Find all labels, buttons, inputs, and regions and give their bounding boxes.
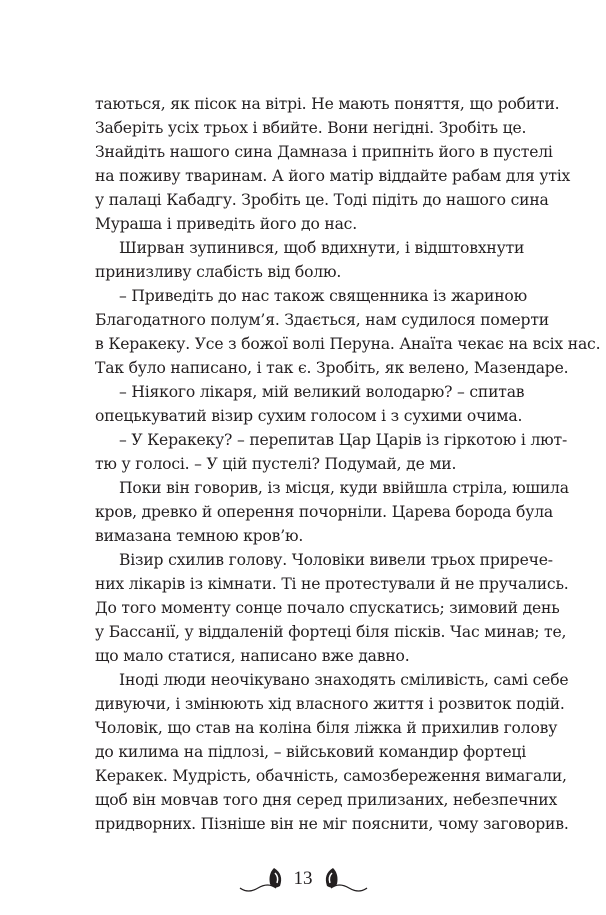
page-body: [95, 92, 601, 836]
text-line: Поки він говорив, із місця, куди ввійшла стріла, юшила: [119, 479, 569, 497]
paragraph: [95, 668, 569, 836]
right-ornament-icon: [319, 864, 369, 894]
page-footer: [0, 864, 606, 894]
text-line: них лікарів із кімнати. Ті не протестували й не пручались.: [95, 575, 569, 593]
text-line: у Бассанії, у віддаленій фортеці біля пісків. Час минав; те,: [95, 623, 567, 641]
text-line: таються, як пісок на вітрі. Не мають поняття, що робити.: [95, 95, 560, 113]
page-number: 13: [293, 868, 313, 889]
text-line: щоб він мовчав того дня серед прилизаних, небезпечних: [95, 791, 558, 809]
paragraph: [95, 284, 601, 380]
text-line: – У Керакеку? – перепитав Цар Царів із гіркотою і лют-: [119, 431, 568, 449]
text-line: тю у голосі. – У цій пустелі? Подумай, де ми.: [95, 455, 457, 473]
text-line: Так було написано, і так є. Зробіть, як велено, Мазендаре.: [95, 359, 569, 377]
text-line: Мураша і приведіть його до нас.: [95, 215, 357, 233]
paragraph: [95, 428, 568, 476]
text-line: дивуючи, і змінюють хід власного життя і розвиток подій.: [95, 695, 565, 713]
text-line: До того моменту сонце почало спускатись; зимовий день: [95, 599, 560, 617]
paragraph: [95, 92, 571, 236]
text-line: Знайдіть нашого сина Дамназа і припніть його в пустелі: [95, 143, 553, 161]
text-line: кров, древко й оперення почорніли. Царева борода була: [95, 503, 554, 521]
text-line: що мало статися, написано вже давно.: [95, 647, 410, 665]
text-line: на поживу тваринам. А його матір віддайте рабам для утіх: [95, 167, 571, 185]
text-line: вимазана темною кров’ю.: [95, 527, 304, 545]
text-line: Візир схилив голову. Чоловіки вивели трьох прирече-: [119, 551, 553, 569]
text-line: придворних. Пізніше він не міг пояснити, чому заговорив.: [95, 815, 569, 833]
text-line: Іноді люди неочікувано знаходять сміливість, самі себе: [119, 671, 569, 689]
text-line: в Керакеку. Усе з божої волі Перуна. Анаїта чекає на всіх нас.: [95, 335, 601, 353]
text-line: Чоловік, що став на коліна біля ліжка й прихилив голову: [95, 719, 558, 737]
text-line: опецькуватий візир сухим голосом і з сухими очима.: [95, 407, 523, 425]
text-line: – Приведіть до нас також священника із жариною: [119, 287, 527, 305]
paragraph: [95, 548, 569, 668]
text-line: Благодатного полум’я. Здається, нам судилося померти: [95, 311, 549, 329]
left-ornament-icon: [238, 864, 288, 894]
text-line: у палаці Кабадгу. Зробіть це. Тоді підіть до нашого сина: [95, 191, 549, 209]
text-line: Заберіть усіх трьох і вбийте. Вони негідні. Зробіть це.: [95, 119, 527, 137]
text-line: – Ніякого лікаря, мій великий володарю? – спитав: [119, 383, 525, 401]
text-line: Керакек. Мудрість, обачність, самозбереження вимагали,: [95, 767, 567, 785]
text-line: Ширван зупинився, щоб вдихнути, і відштовхнути: [119, 239, 525, 257]
text-line: до килима на підлозі, – військовий командир фортеці: [95, 743, 527, 761]
text-line: принизливу слабість від болю.: [95, 263, 342, 281]
paragraph: [95, 476, 569, 548]
paragraph: [95, 236, 525, 284]
paragraph: [95, 380, 525, 428]
